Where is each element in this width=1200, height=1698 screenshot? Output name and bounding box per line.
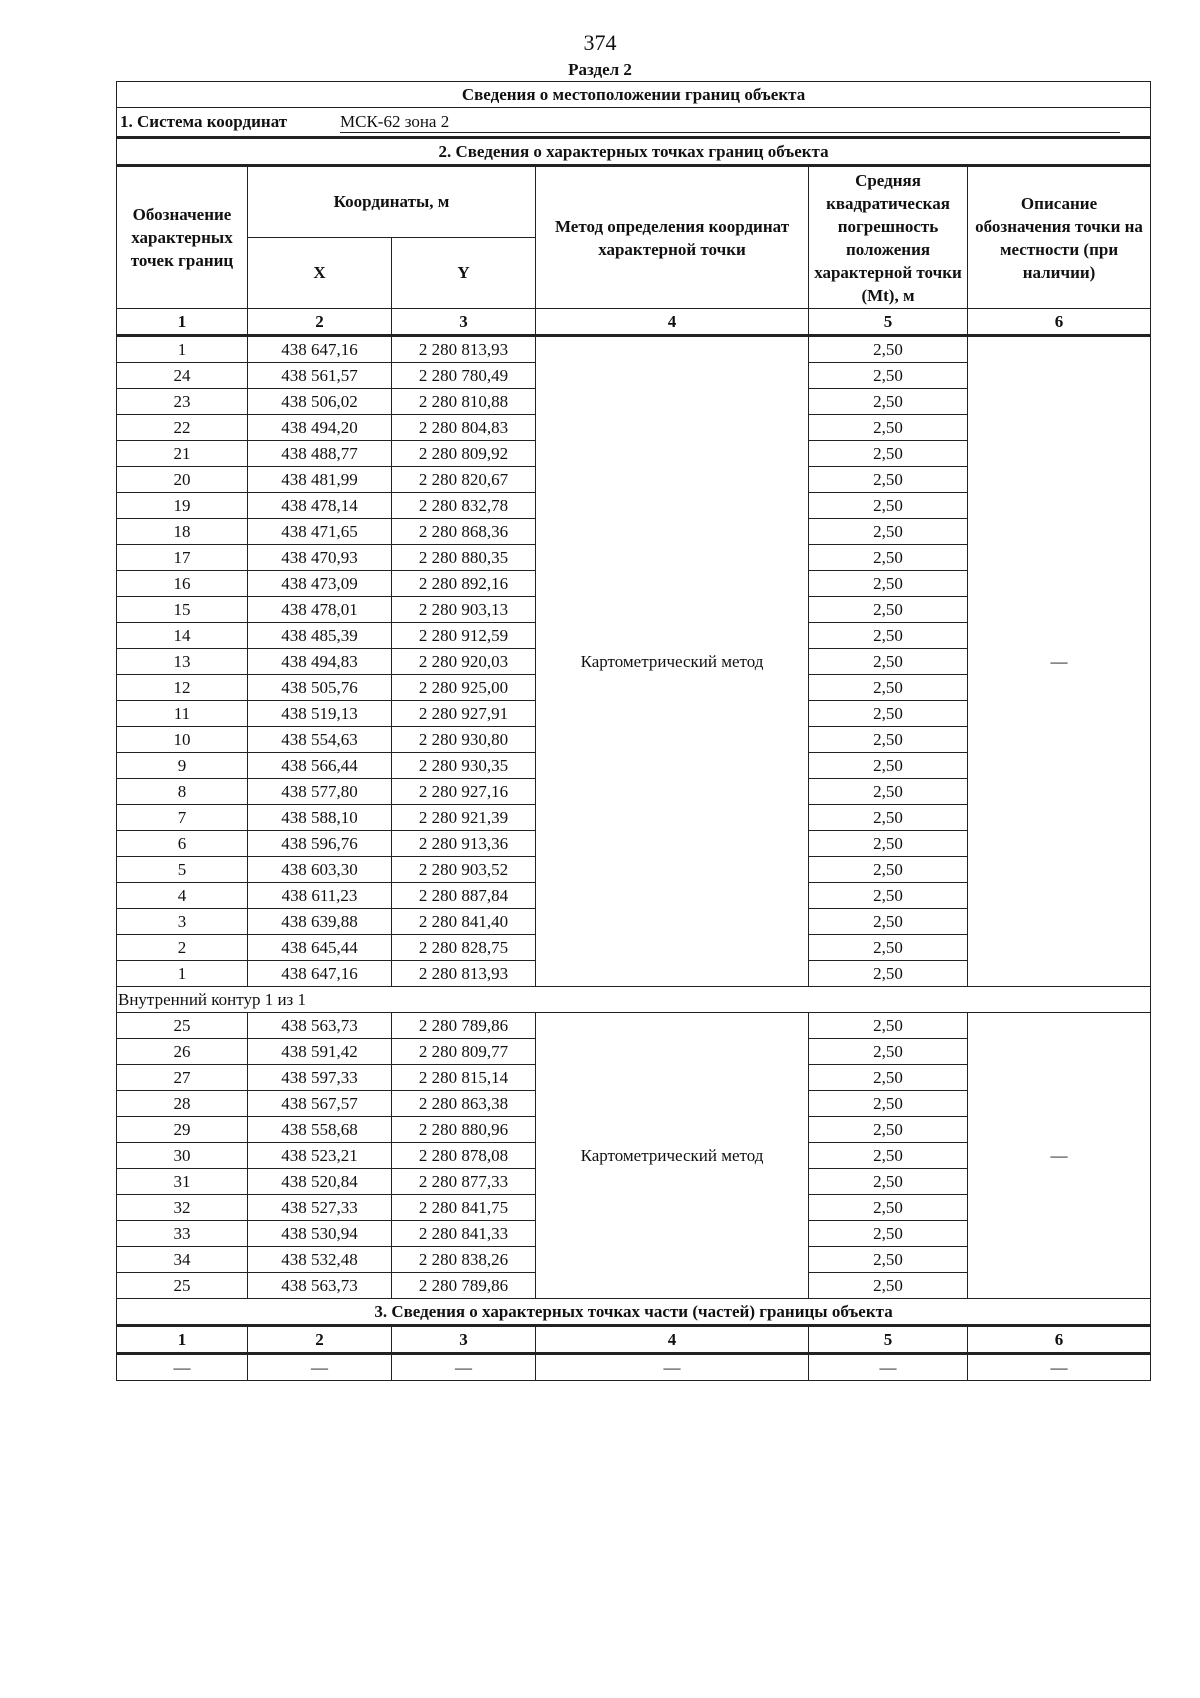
header-point: Обозначение характерных точек границ bbox=[117, 166, 248, 309]
header-description: Описание обозначения точки на местности (при наличии) bbox=[968, 166, 1151, 309]
error-mt: 2,50 bbox=[809, 1273, 968, 1299]
error-mt: 2,50 bbox=[809, 519, 968, 545]
header-method: Метод определения координат характерной точки bbox=[536, 166, 809, 309]
error-mt: 2,50 bbox=[809, 909, 968, 935]
point-number: 1 bbox=[117, 336, 248, 363]
coordinate-y: 2 280 789,86 bbox=[392, 1013, 536, 1039]
point-number: 3 bbox=[117, 909, 248, 935]
coordinate-x: 438 566,44 bbox=[248, 753, 392, 779]
coordinate-x: 438 597,33 bbox=[248, 1065, 392, 1091]
point-number: 2 bbox=[117, 935, 248, 961]
point-number: 17 bbox=[117, 545, 248, 571]
point-number: 34 bbox=[117, 1247, 248, 1273]
coordinate-x: 438 506,02 bbox=[248, 389, 392, 415]
column-number: 1 bbox=[117, 1326, 248, 1354]
point-number: 18 bbox=[117, 519, 248, 545]
coordinate-y: 2 280 809,92 bbox=[392, 441, 536, 467]
header-coordinates: Координаты, м bbox=[248, 166, 536, 238]
column-number: 6 bbox=[968, 309, 1151, 336]
point-number: 7 bbox=[117, 805, 248, 831]
point-number: 20 bbox=[117, 467, 248, 493]
point-number: 31 bbox=[117, 1169, 248, 1195]
point-number: 33 bbox=[117, 1221, 248, 1247]
coordinate-x: 438 478,01 bbox=[248, 597, 392, 623]
coordinate-y: 2 280 880,35 bbox=[392, 545, 536, 571]
coordinate-x: 438 494,83 bbox=[248, 649, 392, 675]
point-number: 27 bbox=[117, 1065, 248, 1091]
point-number: 5 bbox=[117, 857, 248, 883]
error-mt: 2,50 bbox=[809, 701, 968, 727]
error-mt: 2,50 bbox=[809, 571, 968, 597]
error-mt: 2,50 bbox=[809, 1195, 968, 1221]
coordinate-y: 2 280 863,38 bbox=[392, 1091, 536, 1117]
coordinate-x: 438 481,99 bbox=[248, 467, 392, 493]
coordinate-x: 438 596,76 bbox=[248, 831, 392, 857]
coordinate-x: 438 591,42 bbox=[248, 1039, 392, 1065]
coordinate-x: 438 588,10 bbox=[248, 805, 392, 831]
column-number: 3 bbox=[392, 309, 536, 336]
empty-cell: — bbox=[392, 1354, 536, 1381]
coordinate-y: 2 280 813,93 bbox=[392, 961, 536, 987]
coordinate-x: 438 647,16 bbox=[248, 336, 392, 363]
point-number: 22 bbox=[117, 415, 248, 441]
header-x: X bbox=[248, 238, 392, 309]
coordinate-x: 438 530,94 bbox=[248, 1221, 392, 1247]
coordinate-x: 438 561,57 bbox=[248, 363, 392, 389]
coordinate-x: 438 639,88 bbox=[248, 909, 392, 935]
error-mt: 2,50 bbox=[809, 1091, 968, 1117]
coordinate-y: 2 280 927,91 bbox=[392, 701, 536, 727]
coordinate-y: 2 280 903,13 bbox=[392, 597, 536, 623]
column-number: 3 bbox=[392, 1326, 536, 1354]
point-number: 21 bbox=[117, 441, 248, 467]
coordinate-x: 438 470,93 bbox=[248, 545, 392, 571]
point-number: 1 bbox=[117, 961, 248, 987]
error-mt: 2,50 bbox=[809, 597, 968, 623]
coordinate-x: 438 611,23 bbox=[248, 883, 392, 909]
error-mt: 2,50 bbox=[809, 545, 968, 571]
column-number: 5 bbox=[809, 309, 968, 336]
error-mt: 2,50 bbox=[809, 727, 968, 753]
point-number: 29 bbox=[117, 1117, 248, 1143]
coordinate-x: 438 563,73 bbox=[248, 1013, 392, 1039]
coordinate-y: 2 280 789,86 bbox=[392, 1273, 536, 1299]
error-mt: 2,50 bbox=[809, 1221, 968, 1247]
error-mt: 2,50 bbox=[809, 1013, 968, 1039]
coordinate-y: 2 280 903,52 bbox=[392, 857, 536, 883]
error-mt: 2,50 bbox=[809, 1065, 968, 1091]
coordinate-x: 438 471,65 bbox=[248, 519, 392, 545]
coordinate-x: 438 473,09 bbox=[248, 571, 392, 597]
error-mt: 2,50 bbox=[809, 363, 968, 389]
coordinate-system-value: МСК-62 зона 2 bbox=[340, 112, 1120, 133]
coordinate-x: 438 563,73 bbox=[248, 1273, 392, 1299]
coordinate-y: 2 280 930,80 bbox=[392, 727, 536, 753]
point-number: 25 bbox=[117, 1013, 248, 1039]
points-section-title: 2. Сведения о характерных точках границ объекта bbox=[117, 138, 1151, 166]
error-mt: 2,50 bbox=[809, 831, 968, 857]
error-mt: 2,50 bbox=[809, 805, 968, 831]
coordinate-x: 438 554,63 bbox=[248, 727, 392, 753]
point-number: 12 bbox=[117, 675, 248, 701]
point-number: 24 bbox=[117, 363, 248, 389]
error-mt: 2,50 bbox=[809, 961, 968, 987]
outer-contour-method: Картометрический метод bbox=[536, 336, 809, 987]
coordinate-y: 2 280 878,08 bbox=[392, 1143, 536, 1169]
coordinate-y: 2 280 927,16 bbox=[392, 779, 536, 805]
coordinate-x: 438 485,39 bbox=[248, 623, 392, 649]
coordinate-y: 2 280 810,88 bbox=[392, 389, 536, 415]
coordinate-y: 2 280 828,75 bbox=[392, 935, 536, 961]
coordinate-y: 2 280 813,93 bbox=[392, 336, 536, 363]
coordinate-y: 2 280 892,16 bbox=[392, 571, 536, 597]
coordinate-x: 438 488,77 bbox=[248, 441, 392, 467]
header-y: Y bbox=[392, 238, 536, 309]
error-mt: 2,50 bbox=[809, 883, 968, 909]
header-error: Средняя квадратическая погрешность положения характерной точки (Mt), м bbox=[809, 166, 968, 309]
error-mt: 2,50 bbox=[809, 389, 968, 415]
coordinate-x: 438 494,20 bbox=[248, 415, 392, 441]
coordinate-y: 2 280 841,40 bbox=[392, 909, 536, 935]
outer-contour-description: — bbox=[968, 336, 1151, 987]
coordinate-x: 438 527,33 bbox=[248, 1195, 392, 1221]
coordinate-x: 438 647,16 bbox=[248, 961, 392, 987]
coordinate-y: 2 280 815,14 bbox=[392, 1065, 536, 1091]
error-mt: 2,50 bbox=[809, 753, 968, 779]
empty-cell: — bbox=[248, 1354, 392, 1381]
table-title: Сведения о местоположении границ объекта bbox=[117, 82, 1151, 108]
point-number: 28 bbox=[117, 1091, 248, 1117]
coordinate-x: 438 603,30 bbox=[248, 857, 392, 883]
point-number: 23 bbox=[117, 389, 248, 415]
error-mt: 2,50 bbox=[809, 857, 968, 883]
error-mt: 2,50 bbox=[809, 1117, 968, 1143]
coordinate-x: 438 532,48 bbox=[248, 1247, 392, 1273]
empty-cell: — bbox=[536, 1354, 809, 1381]
inner-contour-label: Внутренний контур 1 из 1 bbox=[117, 987, 1151, 1013]
point-number: 13 bbox=[117, 649, 248, 675]
point-number: 19 bbox=[117, 493, 248, 519]
inner-contour-method: Картометрический метод bbox=[536, 1013, 809, 1299]
inner-contour-description: — bbox=[968, 1013, 1151, 1299]
error-mt: 2,50 bbox=[809, 1247, 968, 1273]
column-number: 1 bbox=[117, 309, 248, 336]
point-number: 11 bbox=[117, 701, 248, 727]
coordinate-y: 2 280 921,39 bbox=[392, 805, 536, 831]
column-number: 4 bbox=[536, 309, 809, 336]
coordinate-x: 438 577,80 bbox=[248, 779, 392, 805]
coordinate-y: 2 280 809,77 bbox=[392, 1039, 536, 1065]
empty-cell: — bbox=[968, 1354, 1151, 1381]
column-number: 5 bbox=[809, 1326, 968, 1354]
coordinate-x: 438 478,14 bbox=[248, 493, 392, 519]
coordinate-system-row bbox=[117, 108, 1151, 138]
column-number: 6 bbox=[968, 1326, 1151, 1354]
page-number: 374 bbox=[583, 30, 617, 55]
coordinate-y: 2 280 913,36 bbox=[392, 831, 536, 857]
empty-cell: — bbox=[117, 1354, 248, 1381]
point-number: 15 bbox=[117, 597, 248, 623]
point-number: 6 bbox=[117, 831, 248, 857]
boundary-table bbox=[116, 81, 1151, 1381]
error-mt: 2,50 bbox=[809, 336, 968, 363]
point-number: 30 bbox=[117, 1143, 248, 1169]
coordinate-y: 2 280 868,36 bbox=[392, 519, 536, 545]
coordinate-x: 438 505,76 bbox=[248, 675, 392, 701]
coordinate-y: 2 280 930,35 bbox=[392, 753, 536, 779]
coordinate-y: 2 280 780,49 bbox=[392, 363, 536, 389]
parts-section-title: 3. Сведения о характерных точках части (частей) границы объекта bbox=[117, 1299, 1151, 1326]
coordinate-y: 2 280 912,59 bbox=[392, 623, 536, 649]
coordinate-x: 438 645,44 bbox=[248, 935, 392, 961]
empty-cell: — bbox=[809, 1354, 968, 1381]
error-mt: 2,50 bbox=[809, 415, 968, 441]
coordinate-y: 2 280 880,96 bbox=[392, 1117, 536, 1143]
coordinate-x: 438 567,57 bbox=[248, 1091, 392, 1117]
coordinate-y: 2 280 920,03 bbox=[392, 649, 536, 675]
column-number: 2 bbox=[248, 1326, 392, 1354]
error-mt: 2,50 bbox=[809, 1143, 968, 1169]
error-mt: 2,50 bbox=[809, 935, 968, 961]
table-row bbox=[117, 1013, 1151, 1039]
point-number: 10 bbox=[117, 727, 248, 753]
coordinate-x: 438 519,13 bbox=[248, 701, 392, 727]
coordinate-y: 2 280 887,84 bbox=[392, 883, 536, 909]
point-number: 26 bbox=[117, 1039, 248, 1065]
error-mt: 2,50 bbox=[809, 467, 968, 493]
coordinate-system-label: 1. Система координат bbox=[120, 112, 288, 131]
coordinate-y: 2 280 841,33 bbox=[392, 1221, 536, 1247]
error-mt: 2,50 bbox=[809, 623, 968, 649]
point-number: 14 bbox=[117, 623, 248, 649]
coordinate-x: 438 523,21 bbox=[248, 1143, 392, 1169]
coordinate-x: 438 520,84 bbox=[248, 1169, 392, 1195]
error-mt: 2,50 bbox=[809, 493, 968, 519]
point-number: 8 bbox=[117, 779, 248, 805]
error-mt: 2,50 bbox=[809, 649, 968, 675]
coordinate-y: 2 280 841,75 bbox=[392, 1195, 536, 1221]
coordinate-y: 2 280 804,83 bbox=[392, 415, 536, 441]
column-number: 2 bbox=[248, 309, 392, 336]
point-number: 25 bbox=[117, 1273, 248, 1299]
error-mt: 2,50 bbox=[809, 1039, 968, 1065]
coordinate-y: 2 280 877,33 bbox=[392, 1169, 536, 1195]
error-mt: 2,50 bbox=[809, 1169, 968, 1195]
error-mt: 2,50 bbox=[809, 675, 968, 701]
error-mt: 2,50 bbox=[809, 779, 968, 805]
coordinate-x: 438 558,68 bbox=[248, 1117, 392, 1143]
coordinate-y: 2 280 820,67 bbox=[392, 467, 536, 493]
point-number: 32 bbox=[117, 1195, 248, 1221]
point-number: 16 bbox=[117, 571, 248, 597]
coordinate-y: 2 280 925,00 bbox=[392, 675, 536, 701]
coordinate-y: 2 280 832,78 bbox=[392, 493, 536, 519]
section-title: Раздел 2 bbox=[568, 60, 632, 79]
coordinate-y: 2 280 838,26 bbox=[392, 1247, 536, 1273]
point-number: 9 bbox=[117, 753, 248, 779]
error-mt: 2,50 bbox=[809, 441, 968, 467]
table-row bbox=[117, 336, 1151, 363]
column-number: 4 bbox=[536, 1326, 809, 1354]
point-number: 4 bbox=[117, 883, 248, 909]
